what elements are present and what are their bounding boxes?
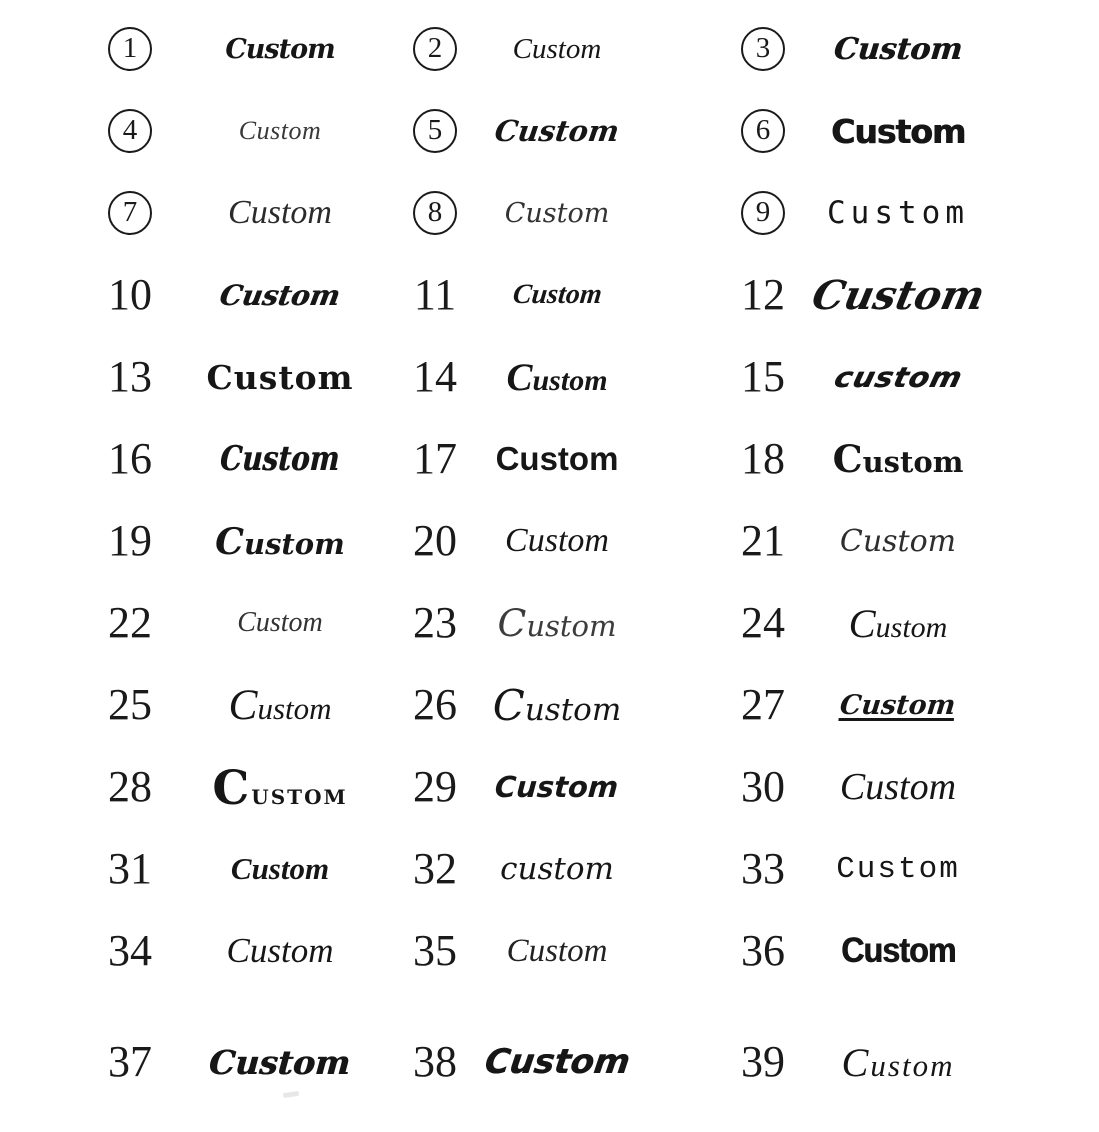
font-option <box>690 172 1099 254</box>
font-sample <box>500 851 614 887</box>
option-number-text: 18 <box>741 434 785 483</box>
option-number-text: 1 <box>108 27 152 71</box>
option-number <box>690 191 836 235</box>
font-sample-text: Custom <box>237 607 323 638</box>
font-sample <box>497 601 617 645</box>
font-option <box>690 8 1099 90</box>
font-option <box>690 582 1099 664</box>
font-sample <box>506 355 608 400</box>
option-number <box>690 926 836 975</box>
option-number <box>60 270 200 319</box>
option-number <box>60 680 200 729</box>
font-sample-text: Custom <box>215 519 345 563</box>
font-sample <box>827 195 969 231</box>
font-sample-text: Custom <box>494 770 620 804</box>
option-number <box>360 598 510 647</box>
font-sample-text: Custom <box>228 194 332 231</box>
option-number-text: 31 <box>108 844 152 893</box>
font-sample-text: Custom <box>504 197 610 229</box>
option-number <box>360 109 510 153</box>
font-option <box>360 992 690 1132</box>
font-option <box>60 910 360 992</box>
option-number <box>60 352 200 401</box>
option-number-text: 30 <box>741 762 785 811</box>
option-number <box>360 844 510 893</box>
option-number-text: 27 <box>741 680 785 729</box>
option-number <box>690 762 836 811</box>
font-sample-text: Custom <box>807 271 989 319</box>
option-number <box>690 516 836 565</box>
option-number-text: 23 <box>413 598 457 647</box>
font-sample-text: Custom <box>206 357 354 397</box>
option-number <box>60 434 200 483</box>
font-option <box>60 418 360 500</box>
font-option <box>690 828 1099 910</box>
font-option <box>60 254 360 336</box>
font-sample-text: Custom <box>226 931 334 970</box>
font-sample <box>200 851 360 887</box>
option-number <box>360 352 510 401</box>
font-option <box>60 90 360 172</box>
font-sample <box>481 1042 633 1082</box>
font-sample <box>200 34 360 65</box>
font-sample-text: Custom <box>838 689 958 721</box>
font-option <box>360 500 690 582</box>
font-option <box>360 254 690 336</box>
font-sample <box>510 33 604 66</box>
option-number-text: 5 <box>413 109 457 153</box>
font-sample-text: Custom <box>832 437 964 481</box>
font-sample-text: custom <box>830 360 966 394</box>
font-sample-text: Custom <box>228 681 332 729</box>
font-sample-text: Custom <box>836 851 960 887</box>
option-number <box>690 109 836 153</box>
font-sample-text: Custom <box>830 111 966 151</box>
font-sample-text: Custom <box>848 600 948 646</box>
option-number <box>690 352 836 401</box>
font-sample <box>504 197 610 229</box>
font-sample-text: Custom <box>840 931 956 970</box>
option-number <box>690 434 836 483</box>
font-sample-text: Custom <box>839 523 957 559</box>
font-option <box>60 172 360 254</box>
option-number <box>60 109 200 153</box>
option-number <box>360 27 510 71</box>
option-number-text: 39 <box>741 1037 785 1086</box>
font-option <box>60 746 360 828</box>
font-sample <box>836 690 960 721</box>
option-number-text: 6 <box>741 109 785 153</box>
font-sample <box>200 194 360 232</box>
option-number <box>360 191 510 235</box>
font-option <box>360 746 690 828</box>
option-number-text: 37 <box>108 1037 152 1086</box>
option-number <box>60 844 200 893</box>
font-option <box>60 828 360 910</box>
option-number-text: 9 <box>741 191 785 235</box>
font-sample <box>836 852 960 887</box>
font-sample <box>830 360 966 394</box>
font-sample-text: Custom <box>505 522 609 559</box>
font-sample-text: Custom <box>208 1042 352 1082</box>
font-sample <box>836 1039 960 1086</box>
font-sample <box>200 931 360 971</box>
font-option <box>690 336 1099 418</box>
option-number-text: 2 <box>413 27 457 71</box>
option-number <box>60 27 200 71</box>
font-option <box>360 664 690 746</box>
font-sample-text: Custom <box>839 766 957 808</box>
font-sample <box>832 31 964 67</box>
font-option <box>60 336 360 418</box>
option-number-text: 4 <box>108 109 152 153</box>
option-number <box>60 598 200 647</box>
option-number-text: 10 <box>108 270 152 319</box>
font-sample-text: Custom <box>506 355 608 399</box>
font-sample <box>200 607 360 639</box>
font-sample <box>807 271 989 319</box>
option-number-text: 28 <box>108 762 152 811</box>
option-number <box>360 680 510 729</box>
font-sample-text: Custom <box>481 1042 633 1082</box>
font-option <box>360 910 690 992</box>
option-number <box>690 27 836 71</box>
option-number <box>60 762 200 811</box>
option-number <box>360 926 510 975</box>
font-sample <box>830 111 966 151</box>
option-number-text: 20 <box>413 516 457 565</box>
font-sample <box>832 437 964 481</box>
font-sample <box>494 770 620 804</box>
option-number <box>60 191 200 235</box>
option-number <box>60 1037 200 1086</box>
option-number-text: 17 <box>413 434 457 483</box>
font-sample <box>495 440 619 478</box>
font-sample <box>200 358 360 397</box>
font-sample-text: Custom <box>219 439 341 479</box>
option-number-text: 35 <box>413 926 457 975</box>
font-sample <box>492 114 622 148</box>
font-sample <box>200 1043 360 1082</box>
option-number-text: 24 <box>741 598 785 647</box>
option-number-text: 36 <box>741 926 785 975</box>
font-sample <box>200 520 360 563</box>
option-number-text: 16 <box>108 434 152 483</box>
font-sample-text: custom <box>500 851 614 887</box>
font-sample-text: Custom <box>827 195 969 231</box>
font-option <box>690 90 1099 172</box>
font-sample-text: Custom <box>212 759 348 815</box>
font-option <box>360 582 690 664</box>
option-number <box>60 516 200 565</box>
font-option <box>360 172 690 254</box>
option-number-text: 7 <box>108 191 152 235</box>
option-number-text: 29 <box>413 762 457 811</box>
font-option <box>60 8 360 90</box>
font-option <box>690 910 1099 992</box>
option-number <box>60 926 200 975</box>
font-option <box>690 500 1099 582</box>
font-sample-text: Custom <box>832 31 964 67</box>
font-option <box>690 664 1099 746</box>
font-option <box>690 746 1099 828</box>
option-number-text: 8 <box>413 191 457 235</box>
font-sample-text: Custom <box>841 1039 955 1085</box>
font-sample <box>200 680 360 730</box>
font-sample-text: Custom <box>225 33 335 65</box>
option-number <box>690 598 836 647</box>
font-sample <box>492 680 622 730</box>
font-option <box>360 828 690 910</box>
option-number-text: 25 <box>108 680 152 729</box>
font-option <box>60 664 360 746</box>
option-number <box>690 1037 836 1086</box>
option-number <box>690 844 836 893</box>
font-option <box>60 992 360 1132</box>
font-sample <box>200 279 360 312</box>
option-number-text: 38 <box>413 1037 457 1086</box>
option-number <box>360 762 510 811</box>
font-sample <box>836 765 960 809</box>
font-sample-text: Custom <box>512 32 602 65</box>
option-number-text: 15 <box>741 352 785 401</box>
font-sample <box>200 760 360 815</box>
option-number-text: 22 <box>108 598 152 647</box>
option-number <box>360 516 510 565</box>
font-sample-text: Custom <box>492 680 622 730</box>
font-option <box>360 8 690 90</box>
option-number-text: 21 <box>741 516 785 565</box>
option-number <box>690 680 836 729</box>
option-number <box>360 434 510 483</box>
font-option <box>360 90 690 172</box>
font-sample-text: Custom <box>492 114 622 148</box>
option-number-text: 11 <box>413 270 457 319</box>
font-sample <box>510 279 604 311</box>
font-sample <box>200 439 360 479</box>
font-sample <box>836 931 960 971</box>
font-option <box>690 418 1099 500</box>
font-option <box>360 418 690 500</box>
font-option <box>60 500 360 582</box>
font-sample-text: Custom <box>217 278 343 312</box>
option-number-text: 19 <box>108 516 152 565</box>
font-sample-text: Custom <box>497 601 617 645</box>
option-number-text: 14 <box>413 352 457 401</box>
font-sample-text: Custom <box>230 851 330 886</box>
font-sample-text: Custom <box>495 440 619 477</box>
font-option <box>360 336 690 418</box>
font-option <box>690 992 1099 1132</box>
font-sample-text: Custom <box>511 279 604 310</box>
option-number-text: 32 <box>413 844 457 893</box>
font-option <box>690 254 1099 336</box>
option-number-text: 33 <box>741 844 785 893</box>
font-option <box>60 582 360 664</box>
option-number-text: 34 <box>108 926 152 975</box>
font-sample-text: Custom <box>238 116 322 145</box>
font-sample <box>836 600 960 647</box>
option-number <box>360 270 510 319</box>
option-number-text: 3 <box>741 27 785 71</box>
font-sample <box>200 116 360 146</box>
option-number-text: 13 <box>108 352 152 401</box>
font-sample-text: Custom <box>506 932 608 969</box>
option-number-text: 26 <box>413 680 457 729</box>
option-number-text: 12 <box>741 270 785 319</box>
font-sample <box>505 522 609 560</box>
font-sample <box>836 524 960 559</box>
font-sample <box>506 932 608 970</box>
